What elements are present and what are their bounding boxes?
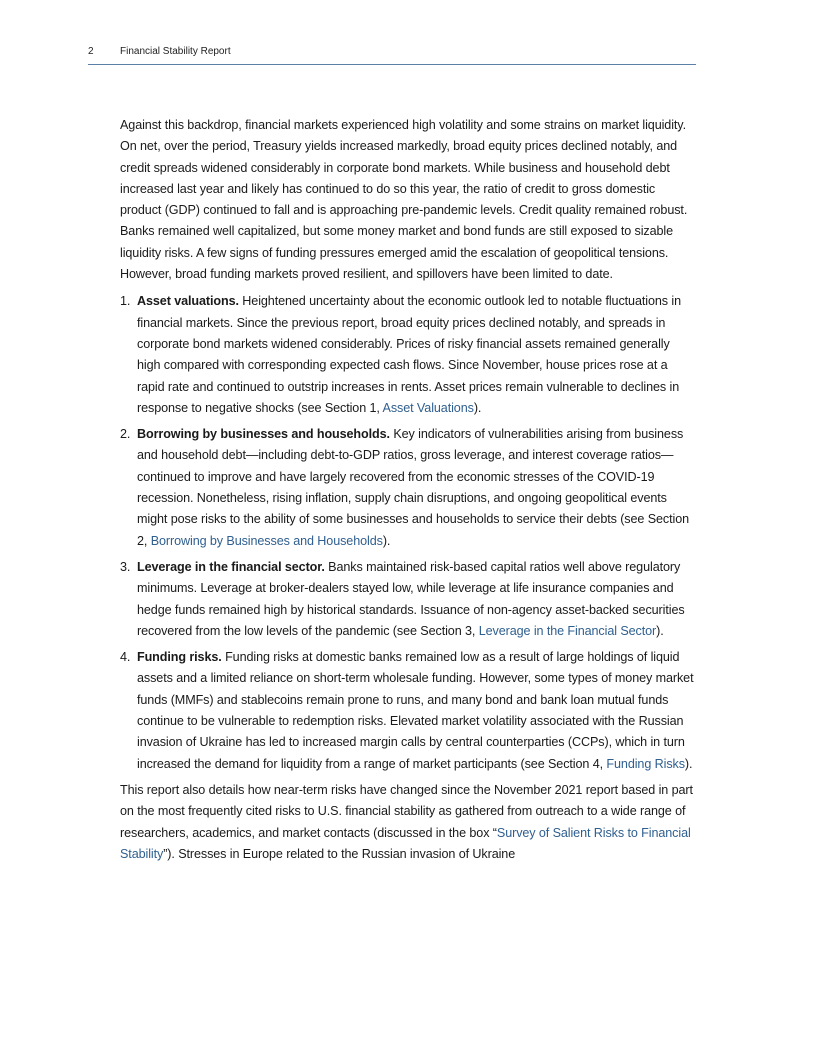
section-link-borrowing[interactable]: Borrowing by Businesses and Households xyxy=(150,533,383,548)
list-item-tail: ). xyxy=(656,623,664,638)
list-item-text: Key indicators of vulnerabilities arising from business and household debt—including debt-to-GDP ratios, gross leverage, and interest coverage ratios—continued to improve and have largely recovered from the economic stresses of the COVID-19 recession. Nonetheless, rising inflation, supply chain disruptions, and ongoing geopolitical events might pose risks to the ability of some businesses and households to service their debts (see Section 2, xyxy=(137,427,690,548)
section-link-asset-valuations[interactable]: Asset Valuations xyxy=(382,400,474,415)
list-item xyxy=(120,424,696,552)
list-item-number: 3. xyxy=(120,559,131,574)
list-item-text: Banks maintained risk-based capital ratios well above regulatory minimums. Leverage at broker-dealers stayed low, while leverage at life insurance companies and hedge funds remained high by historical standards. Issuance of non-agency asset-backed securities recovered from the low levels of the pandemic (see Section 3, xyxy=(137,559,685,638)
box-link-survey-of-salient-risks[interactable]: Survey of Salient Risks to Financial Stability xyxy=(120,825,691,861)
list-item-tail: ). xyxy=(473,400,482,415)
list-item-number: 2. xyxy=(120,427,131,442)
list-item-heading: Borrowing by businesses and households. xyxy=(137,427,390,442)
list-item-heading: Leverage in the financial sector. xyxy=(137,559,325,574)
outro-tail: ”). Stresses in Europe related to the Russian invasion of Ukraine xyxy=(163,846,516,861)
list-item-heading: Asset valuations. xyxy=(137,294,239,309)
page-body xyxy=(120,115,696,865)
list-item xyxy=(120,291,696,419)
list-item-number: 1. xyxy=(120,294,131,309)
list-item-text: Funding risks at domestic banks remained low as a result of large holdings of liquid assets and a limited reliance on short-term wholesale funding. However, some types of money market funds (MMFs) and stablecoins remain prone to runs, and many bond and bank loan mutual funds continue to be vulnerable to redemption risks. Elevated market volatility associated with the Russian invasion of Ukraine has led to increased margin calls by central counterparties (CCPs), which in turn increased the demand for liquidity from a range of market participants (see Section 4, xyxy=(137,650,694,771)
section-link-funding-risks[interactable]: Funding Risks xyxy=(606,756,685,771)
outro-text: This report also details how near-term risks have changed since the November 2021 report based in part on the most frequently cited risks to U.S. financial stability as gathered from outreach to a wide range of researchers, academics, and market contacts (discussed in the box “ xyxy=(120,782,693,840)
list-item-heading: Funding risks. xyxy=(137,650,222,665)
intro-paragraph: Against this backdrop, financial markets experienced high volatility and some strains on market liquidity. On net, over the period, Treasury yields increased markedly, broad equity prices declined notably, and credit spreads widened considerably in corporate bond markets. While business and household debt increased last year and likely has continued to do so this year, the ratio of credit to gross domestic product (GDP) continued to fall and is approaching pre-pandemic levels. Credit quality remained robust. Banks remained well capitalized, but some money market and bond funds are still exposed to sizable liquidity risks. A few signs of funding pressures emerged amid the escalation of geopolitical tensions. However, broad funding markets proved resilient, and spillovers have been limited to date. xyxy=(120,118,688,282)
list-item-text: Heightened uncertainty about the economic outlook led to notable fluctuations in financial markets. Since the previous report, broad equity prices declined notably, and spreads in corporate bond markets widened considerably. Prices of risky financial assets remained generally high compared with corresponding expected cash flows. Since November, house prices rose at a rapid rate and continued to outstrip increases in rents. Asset prices remain vulnerable to declines in response to negative shocks (see Section 1, xyxy=(137,294,681,415)
vulnerability-list xyxy=(120,291,696,775)
list-item xyxy=(120,557,696,642)
outro-paragraph xyxy=(120,780,696,865)
page-header xyxy=(88,44,696,65)
report-title: Financial Stability Report xyxy=(120,46,231,57)
section-link-leverage[interactable]: Leverage in the Financial Sector xyxy=(478,623,657,638)
list-item xyxy=(120,647,696,775)
list-item-number: 4. xyxy=(120,650,131,665)
page-number: 2 xyxy=(88,46,94,57)
list-item-tail: ). xyxy=(684,756,693,771)
list-item-tail: ). xyxy=(382,533,391,548)
